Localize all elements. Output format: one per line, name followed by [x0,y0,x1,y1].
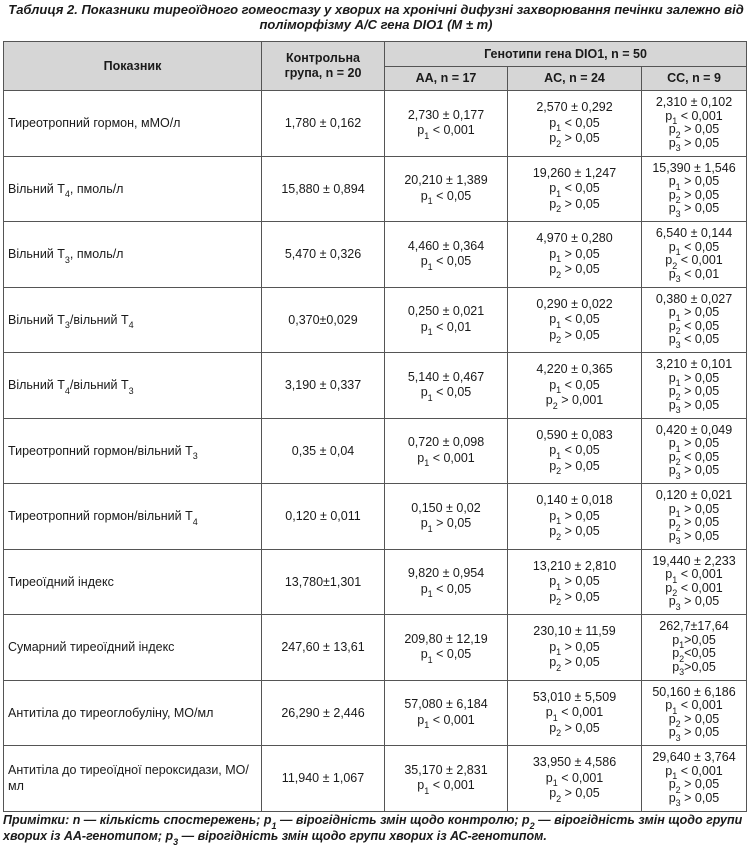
cell-line: 0,140 ± 0,018 [536,493,613,507]
cell-line: 209,80 ± 12,19 [404,631,488,646]
genotype-cc-value [642,484,747,550]
cell-line: $p_1 < 0,05$ [420,254,472,272]
cell-line: 20,210 ± 1,389 [404,173,488,188]
indicator-name: Тиреоїдний індекс [4,549,262,615]
indicator-name: Антитіла до тиреоїдної пероксидази, МО/мл [4,746,262,812]
cell-line: $p_3 < 0,05$ [668,332,720,350]
header-indicator: Показник [4,42,262,91]
table-row [4,222,747,288]
cell-line: 35,170 ± 2,831 [404,762,488,777]
cell-line: $p_1 < 0,05$ [549,443,600,461]
genotype-aa-value [385,746,508,812]
cell-line: 5,140 ± 0,467 [407,369,485,384]
control-value: 11,940 ± 1,067 [262,746,385,812]
cell-line: $p_1 < 0,05$ [420,581,472,600]
cell-line: $p_1>0,05$ [672,632,716,651]
cell-line: 0,150 ± 0,02 [411,500,481,515]
cell-line: 13,210 ± 2,810 [532,558,617,573]
table-row [4,91,747,157]
indicator-name: Вільний $Т_4$/вільний $Т_3$ [4,353,262,419]
cell-line: $p_3 > 0,05$ [668,463,720,481]
cell-line: $p_1 < 0,001$ [417,712,475,731]
genotype-ac-value [508,287,642,353]
genotype-ac-value [508,156,642,222]
cell-line: $p_1 < 0,05$ [549,115,600,133]
table-row [4,418,747,484]
genotype-ac-value [508,484,642,550]
cell-line: 53,010 ± 5,509 [532,689,617,704]
cell-line: 2,730 ± 0,177 [407,107,485,122]
genotype-aa-value [385,484,508,550]
genotype-cc-value [642,680,747,746]
cell-line: $p_1 > 0,05$ [549,574,600,592]
cell-line: $p_2 > 0,05$ [668,187,720,206]
cell-line: $p_2 > 0,05$ [668,384,720,402]
indicator-name: Тиреотропний гормон, мМО/л [4,91,262,157]
genotype-aa-value [385,287,508,353]
cell-line: 57,080 ± 6,184 [404,697,488,712]
genotype-aa-value [385,222,508,288]
genotype-aa-value [385,353,508,419]
cell-line: $p_3 > 0,05$ [668,528,720,547]
cell-line: 4,970 ± 0,280 [536,231,613,245]
table-row [4,484,747,550]
control-value: 5,470 ± 0,326 [262,222,385,288]
cell-line: $p_2 > 0,05$ [549,720,600,738]
genotype-ac-value [508,353,642,419]
genotype-ac-value [508,680,642,746]
cell-line: $p_2 > 0,05$ [549,131,600,149]
cell-line: $p_2 > 0,05$ [668,777,720,795]
genotype-ac-value [508,615,642,681]
genotype-cc-value [642,222,747,288]
genotype-cc-value [642,91,747,157]
genotype-cc-value [642,746,747,812]
cell-line: $p_1 < 0,05$ [420,385,472,403]
table-row [4,156,747,222]
cell-line: $p_2 > 0,05$ [549,589,600,607]
cell-line: $p_1 < 0,05$ [668,239,720,258]
cell-line: 262,7±17,64 [659,619,729,634]
cell-line: 0,720 ± 0,098 [407,435,485,450]
cell-line: $p_3 < 0,01$ [668,266,720,285]
cell-line: $p_3>0,05$ [672,659,716,678]
table-caption: Таблиця 2. Показники тиреоїдного гомеостазу у хворих на хронічні дифузні захворювання печінки залежно від поліморфізму A/C гена DIO1 (M ± m) [8,2,744,32]
genotype-ac-value [508,91,642,157]
table-row [4,353,747,419]
cell-line: $p_3 > 0,05$ [668,725,720,743]
cell-line: 0,590 ± 0,083 [536,427,613,442]
genotype-aa-value [385,91,508,157]
genotype-ac-value [508,549,642,615]
cell-line: $p_1 < 0,001$ [665,698,723,716]
indicator-name: Антитіла до тиреоглобуліну, МО/мл [4,680,262,746]
cell-line: $p_1 > 0,05$ [668,501,720,520]
header-genotype-cc: CC, n = 9 [642,67,747,91]
cell-line: $p_1 < 0,05$ [549,377,600,395]
cell-line: $p_1 < 0,001$ [545,770,604,788]
cell-line: $p_1 < 0,05$ [420,647,472,665]
cell-line: $p_1 < 0,001$ [417,450,475,469]
cell-line: $p_1 > 0,05$ [668,174,720,192]
thyroid-indicators-table [3,41,747,812]
cell-line: $p_2 < 0,05$ [668,318,720,337]
cell-line: 4,220 ± 0,365 [536,362,613,376]
cell-line: $p_1 < 0,001$ [545,705,604,723]
cell-line: 2,310 ± 0,102 [655,95,733,110]
cell-line: $p_3 > 0,05$ [668,201,720,219]
cell-line: $p_2 > 0,05$ [668,122,720,140]
cell-line: $p_1 > 0,05$ [668,436,720,454]
cell-line: 2,570 ± 0,292 [536,100,613,114]
genotype-aa-value [385,418,508,484]
table-row [4,615,747,681]
cell-line: $p_2 > 0,05$ [549,655,600,673]
cell-line: 33,950 ± 4,586 [532,755,617,769]
indicator-name: Тиреотропний гормон/вільний $Т_4$ [4,484,262,550]
cell-line: $p_1 > 0,05$ [420,516,472,534]
cell-line: $p_3 > 0,05$ [668,135,720,154]
cell-line: $p_1 < 0,001$ [665,108,723,127]
cell-line: $p_2<0,05$ [672,646,716,664]
genotype-cc-value [642,549,747,615]
table-row [4,549,747,615]
cell-line: $p_1 < 0,05$ [420,188,472,207]
genotype-ac-value [508,222,642,288]
cell-line: $p_2 < 0,05$ [668,449,720,468]
control-value: 1,780 ± 0,162 [262,91,385,157]
cell-line: $p_1 < 0,01$ [420,319,472,338]
cell-line: $p_2 > 0,05$ [549,262,600,280]
control-value: 26,290 ± 2,446 [262,680,385,746]
cell-line: 3,210 ± 0,101 [655,357,733,372]
indicator-name: Тиреотропний гормон/вільний $Т_3$ [4,418,262,484]
genotype-ac-value [508,418,642,484]
cell-line: $p_2 > 0,05$ [549,196,600,214]
cell-line: 0,120 ± 0,021 [655,488,733,503]
table-row [4,287,747,353]
cell-line: $p_2 > 0,05$ [549,327,600,345]
cell-line: $p_2 > 0,05$ [549,524,600,542]
header-genotypes: Генотипи гена DIO1, n = 50 [385,42,747,67]
table-body [4,91,747,812]
cell-line: $p_1 < 0,05$ [549,181,600,199]
genotype-cc-value [642,156,747,222]
genotype-aa-value [385,615,508,681]
control-value: 0,120 ± 0,011 [262,484,385,550]
cell-line: $p_2 > 0,001$ [545,393,604,411]
cell-line: $p_1 > 0,05$ [549,639,600,657]
cell-line: $p_2 > 0,05$ [549,786,600,804]
cell-line: $p_2 > 0,05$ [668,515,720,533]
control-value: 0,370±0,029 [262,287,385,353]
cell-line: $p_1 < 0,001$ [417,778,475,796]
genotype-aa-value [385,156,508,222]
cell-line: 9,820 ± 0,954 [407,566,485,581]
cell-line: 6,540 ± 0,144 [655,226,733,241]
indicator-name: Сумарний тиреоїдний індекс [4,615,262,681]
control-value: 247,60 ± 13,61 [262,615,385,681]
cell-line: $p_3 > 0,05$ [668,790,720,809]
genotype-cc-value [642,287,747,353]
cell-line: 0,420 ± 0,049 [655,422,733,437]
cell-line: 0,250 ± 0,021 [407,304,485,319]
cell-line: $p_1 > 0,05$ [668,305,720,323]
header-genotype-ac: AC, n = 24 [508,67,642,91]
cell-line: 19,260 ± 1,247 [532,165,617,180]
cell-line: $p_1 < 0,001$ [665,567,723,585]
control-value: 3,190 ± 0,337 [262,353,385,419]
cell-line: 15,390 ± 1,546 [652,160,736,175]
genotype-aa-value [385,680,508,746]
indicator-name: Вільний $Т_3$, пмоль/л [4,222,262,288]
genotype-cc-value [642,353,747,419]
cell-line: 19,440 ± 2,233 [652,553,736,568]
genotype-cc-value [642,615,747,681]
cell-line: 29,640 ± 3,764 [652,750,736,765]
genotype-cc-value [642,418,747,484]
control-value: 15,880 ± 0,894 [262,156,385,222]
header-control-group: Контрольна група, n = 20 [262,42,385,91]
indicator-name: Вільний $Т_4$, пмоль/л [4,156,262,222]
cell-line: $p_1 < 0,001$ [417,123,475,141]
genotype-ac-value [508,746,642,812]
control-value: 0,35 ± 0,04 [262,418,385,484]
cell-line: $p_1 > 0,05$ [549,246,600,264]
control-value: 13,780±1,301 [262,549,385,615]
cell-line: $p_2 > 0,05$ [549,458,600,476]
header-genotype-aa: AA, n = 17 [385,67,508,91]
cell-line: 4,460 ± 0,364 [407,238,485,253]
table-row [4,746,747,812]
cell-line: $p_1 < 0,05$ [549,312,600,330]
cell-line: 0,380 ± 0,027 [655,291,733,306]
cell-line: $p_1 < 0,001$ [665,763,723,782]
cell-line: 50,160 ± 6,186 [652,684,736,699]
cell-line: $p_1 > 0,05$ [549,508,600,526]
indicator-name: Вільний $Т_3$/вільний $Т_4$ [4,287,262,353]
cell-line: 230,10 ± 11,59 [533,624,616,638]
cell-line: $p_2 > 0,05$ [668,711,720,730]
cell-line: 0,290 ± 0,022 [536,296,613,311]
table-notes: Примітки: n — кількість спостережень; $p_1$ — вірогідність змін щодо контролю; $p_2$ — вірогідність змін щодо групи хворих із АА-генотипом; $p_3$ — вірогідність змін щодо групи хворих із АС-генотипом. [3,813,743,847]
cell-line: $p_2 < 0,001$ [665,253,723,271]
cell-line: $p_3 > 0,05$ [668,594,720,612]
cell-line: $p_1 > 0,05$ [668,370,720,389]
table-row [4,680,747,746]
genotype-aa-value [385,549,508,615]
cell-line: $p_3 > 0,05$ [668,397,720,416]
cell-line: $p_2 < 0,001$ [665,580,723,599]
